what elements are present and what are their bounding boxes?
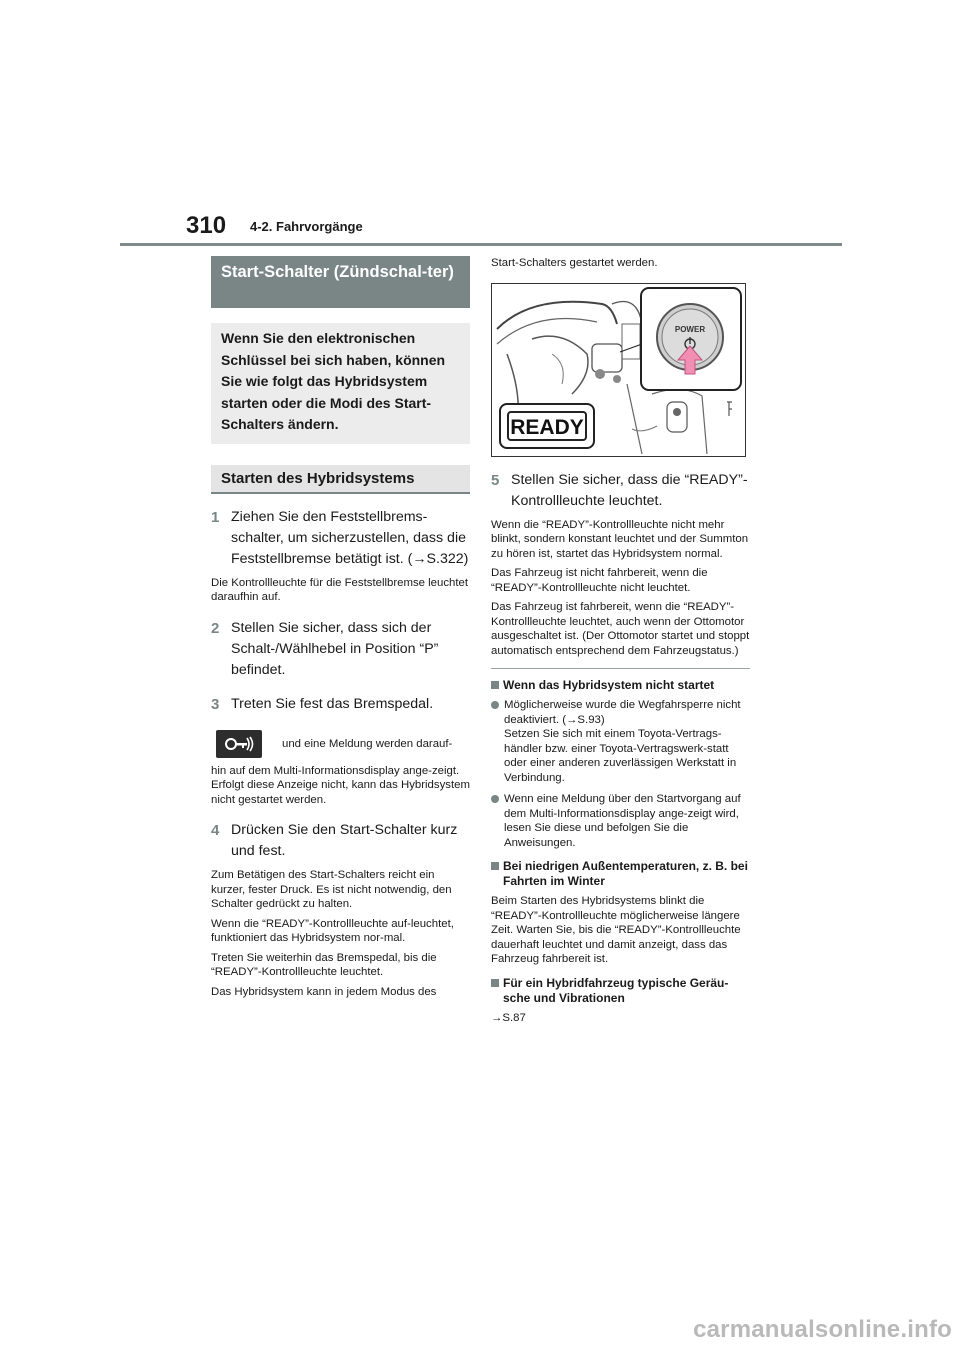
ref-heading-text: Für ein Hybridfahrzeug typische Geräu-sche und Vibrationen — [503, 975, 729, 1005]
header-rule — [120, 243, 842, 246]
round-bullet-icon — [491, 795, 499, 803]
note-text: Start-Schalters gestartet werden. — [491, 257, 658, 269]
note-text: Das Hybridsystem kann in jedem Modus des — [211, 985, 437, 998]
step-text: Stellen Sie sicher, dass die “READY”-Kontrollleuchte leuchtet. — [511, 471, 748, 509]
ready-label: READY — [510, 415, 584, 439]
ref-heading-1 — [491, 678, 750, 693]
step-number: 1 — [211, 508, 220, 526]
note-text: Die Kontrollleuchte für die Feststellbremse leuchtet daraufhin auf. — [211, 576, 469, 603]
page-number: 310 — [186, 212, 227, 239]
step-3 — [211, 694, 470, 715]
bullet-item — [491, 698, 750, 785]
bullet-item — [491, 792, 750, 850]
bullet-line: Setzen Sie sich mit einem Toyota-Vertrags-händler bzw. einer Toyota-Vertragswerk-statt oder einer anderen zuverlässigen Werkstatt in Verbindung. — [504, 728, 737, 784]
square-bullet-icon — [491, 979, 499, 987]
page-reference-link[interactable]: →S.87 — [491, 1011, 526, 1024]
ref-heading-text: Bei niedrigen Außentemperaturen, z. B. bei Fahrten im Winter — [503, 859, 748, 888]
power-switch-illustration — [491, 283, 746, 457]
step-2 — [211, 618, 470, 681]
bullet-text — [504, 698, 750, 785]
ref-heading-2 — [491, 859, 750, 889]
section-title: 4-2. Fahrvorgänge — [250, 219, 363, 234]
indicator-row — [211, 730, 470, 758]
watermark: carmanualsonline.info — [693, 1316, 952, 1343]
step-number: 2 — [211, 619, 220, 637]
bullet-text: Wenn eine Meldung über den Startvorgang auf dem Multi-Informationsdisplay ange-zeigt wird, lesen Sie diese und befolgen Sie die Anweisungen. — [504, 793, 741, 849]
ref-heading-3 — [491, 976, 750, 1006]
note-text: Wenn die “READY”-Kontrollleuchte nicht mehr blinkt, sondern konstant leuchtet und der Summton zu hören ist, startet das Hybridsystem normal. — [491, 518, 749, 560]
continuation-text — [491, 256, 750, 271]
intro-box: Wenn Sie den elektronischen Schlüssel bei sich haben, können Sie wie folgt das Hybridsystem starten oder die Modi des Start-Schalters ändern. — [211, 323, 470, 444]
step-number: 3 — [211, 695, 220, 713]
note-text: Treten Sie weiterhin das Bremspedal, bis die “READY”-Kontrollleuchte leuchtet. — [211, 951, 437, 978]
note-text: Das Fahrzeug ist nicht fahrbereit, wenn die “READY”-Kontrollleuchte nicht leuchtet. — [491, 567, 708, 594]
step-4 — [211, 820, 470, 862]
step-5 — [491, 470, 750, 512]
step-number: 5 — [491, 471, 500, 489]
step-1-note — [211, 576, 470, 605]
note-text: Das Fahrzeug ist fahrbereit, wenn die “READY”-Kontrollleuchte leuchtet, auch wenn der Ottomotor ausgeschaltet ist. (Der Ottomotor startet und stoppt automatisch entsprechend dem Fahrzeugstatus.) — [491, 601, 750, 657]
step-4-notes — [211, 868, 470, 999]
left-column — [211, 256, 470, 1004]
step-text: Ziehen Sie den Feststellbrems-schalter, um sicherzustellen, dass die Feststellbremse betätigt ist. (→S.322) — [231, 508, 469, 567]
step-1 — [211, 507, 470, 570]
power-label: POWER — [674, 324, 706, 334]
note-text: Zum Betätigen des Start-Schalters reicht ein kurzer, fester Druck. Es ist nicht notwendig, den Schalter gedrückt zu halten. — [211, 869, 452, 910]
sub-title: Starten des Hybridsystems — [211, 465, 470, 494]
note-text: hin auf dem Multi-Informationsdisplay ange-zeigt. — [211, 764, 460, 777]
square-bullet-icon — [491, 862, 499, 870]
ref-body: Beim Starten des Hybridsystems blinkt die “READY”-Kontrollleuchte möglicherweise längere Zeit. Warten Sie, bis die “READY”-Kontrollleuchte dauerhaft leuchtet und damit anzeigt, dass das Fahrzeug fahrbereit ist. — [491, 895, 741, 965]
step-5-notes — [491, 518, 750, 659]
step-number: 4 — [211, 822, 220, 839]
square-bullet-icon — [491, 681, 499, 689]
step-text: Drücken Sie den Start-Schalter kurz und fest. — [231, 822, 458, 859]
indicator-text: und eine Meldung werden darauf- — [282, 737, 453, 750]
note-text: Erfolgt diese Anzeige nicht, kann das Hybridsystem nicht gestartet werden. — [211, 779, 470, 806]
ref-heading-text: Wenn das Hybridsystem nicht startet — [503, 678, 715, 692]
brake-key-indicator-icon — [216, 730, 262, 758]
step-text: Stellen Sie sicher, dass sich der Schalt-/Wählhebel in Position “P” befindet. — [231, 619, 439, 678]
bullet-line: Möglicherweise wurde die Wegfahrsperre nicht deaktiviert. (→S.93) — [504, 699, 741, 726]
round-bullet-icon — [491, 701, 499, 709]
divider — [491, 668, 750, 669]
note-text: Wenn die “READY”-Kontrollleuchte auf-leuchtet, funktioniert das Hybridsystem nor-mal. — [211, 917, 454, 944]
step-3-note — [211, 764, 470, 808]
step-text: Treten Sie fest das Bremspedal. — [231, 695, 434, 712]
section-box-title: Start-Schalter (Zündschal-ter) — [211, 256, 470, 308]
right-column — [491, 256, 750, 1025]
